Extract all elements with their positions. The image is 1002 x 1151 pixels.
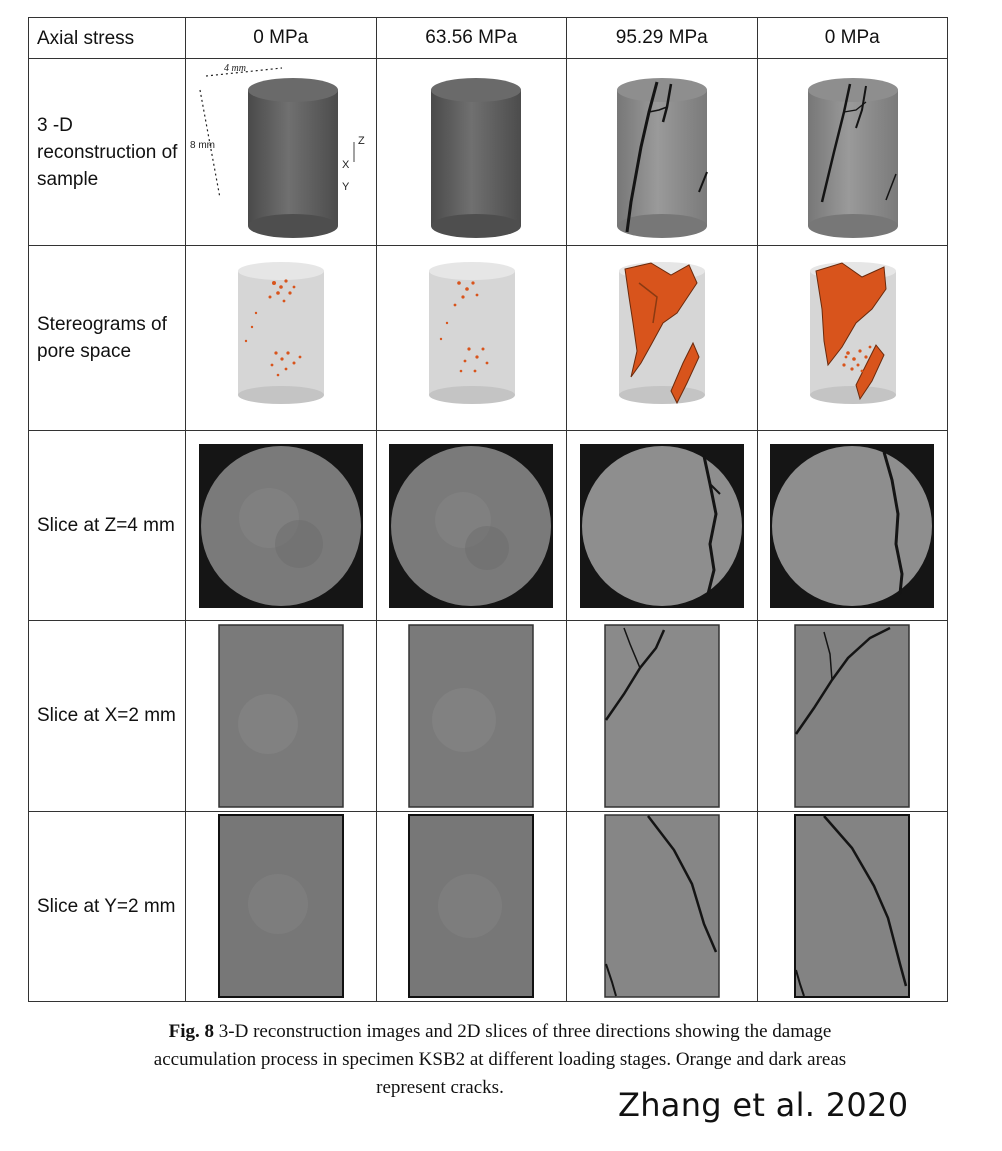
pore-image-2 xyxy=(377,253,567,423)
row-label-slice-z: Slice at Z=4 mm xyxy=(29,430,186,620)
cell-slice-y-3 xyxy=(567,811,758,1001)
slice-z-image-2 xyxy=(389,444,553,608)
caption-line-1-text: 3-D reconstruction images and 2D slices of three directions showing the damage xyxy=(218,1021,832,1042)
pore-image-4 xyxy=(758,253,948,423)
cell-slice-z-3 xyxy=(567,430,758,620)
cell-3d-2 xyxy=(376,59,567,246)
row-label-slice-y: Slice at Y=2 mm xyxy=(29,811,186,1001)
row-stereograms xyxy=(29,246,948,430)
slice-x-image-2 xyxy=(408,624,534,808)
axis-x-label: X xyxy=(342,159,350,172)
caption-line-3: represent cracks. xyxy=(376,1077,504,1098)
row-label-slice-x: Slice at X=2 mm xyxy=(29,621,186,811)
slice-z-image-1 xyxy=(199,444,363,608)
stress-value-1: 0 MPa xyxy=(186,18,377,59)
source-credit: Zhang et al. 2020 xyxy=(618,1086,909,1124)
cylinder-image-2 xyxy=(377,62,567,242)
cell-pores-1 xyxy=(186,246,377,430)
slice-x-image-1 xyxy=(218,624,344,808)
cylinder-image-3 xyxy=(567,62,757,242)
cylinder-image-4 xyxy=(758,62,948,242)
cell-3d-1 xyxy=(186,59,377,246)
row-3d-reconstruction xyxy=(29,59,948,246)
cell-slice-z-2 xyxy=(376,430,567,620)
cell-slice-x-4 xyxy=(757,621,948,811)
row-slice-z xyxy=(29,430,948,620)
header-label: Axial stress xyxy=(29,18,186,59)
cell-slice-y-4 xyxy=(757,811,948,1001)
height-dimension-label: 8 mm xyxy=(190,140,215,152)
caption-line-2: accumulation process in specimen KSB2 at different loading stages. Orange and dark areas xyxy=(153,1049,847,1070)
row-label-stereograms: Stereograms of pore space xyxy=(29,246,186,430)
cylinder-image-1 xyxy=(186,62,376,242)
cell-pores-2 xyxy=(376,246,567,430)
stress-value-4: 0 MPa xyxy=(757,18,948,59)
slice-y-image-2 xyxy=(408,814,534,998)
cell-slice-z-4 xyxy=(757,430,948,620)
stress-value-3: 95.29 MPa xyxy=(567,18,758,59)
cell-pores-3 xyxy=(567,246,758,430)
row-slice-x xyxy=(29,621,948,811)
slice-y-image-1 xyxy=(218,814,344,998)
slice-z-image-3 xyxy=(580,444,744,608)
pore-image-1 xyxy=(186,253,376,423)
cell-slice-x-3 xyxy=(567,621,758,811)
slice-x-image-4 xyxy=(794,624,910,808)
axis-y-label: Y xyxy=(342,181,350,194)
stress-value-2: 63.56 MPa xyxy=(376,18,567,59)
figure-table xyxy=(28,17,948,1002)
slice-y-image-4 xyxy=(794,814,910,998)
width-dimension-label: 4 mm xyxy=(224,63,246,75)
cell-slice-z-1 xyxy=(186,430,377,620)
cell-slice-x-1 xyxy=(186,621,377,811)
cell-slice-y-2 xyxy=(376,811,567,1001)
cell-3d-4 xyxy=(757,59,948,246)
caption-fig-label: Fig. 8 xyxy=(168,1021,215,1042)
cell-slice-x-2 xyxy=(376,621,567,811)
slice-x-image-3 xyxy=(604,624,720,808)
slice-y-image-3 xyxy=(604,814,720,998)
pore-image-3 xyxy=(567,253,757,423)
cell-slice-y-1 xyxy=(186,811,377,1001)
axis-z-label: Z xyxy=(358,135,365,148)
cell-pores-4 xyxy=(757,246,948,430)
caption-line-1 xyxy=(40,1018,960,1046)
row-label-3d: 3 -D reconstruction of sample xyxy=(29,59,186,246)
cell-3d-3 xyxy=(567,59,758,246)
row-slice-y xyxy=(29,811,948,1001)
header-row xyxy=(29,18,948,59)
slice-z-image-4 xyxy=(770,444,934,608)
